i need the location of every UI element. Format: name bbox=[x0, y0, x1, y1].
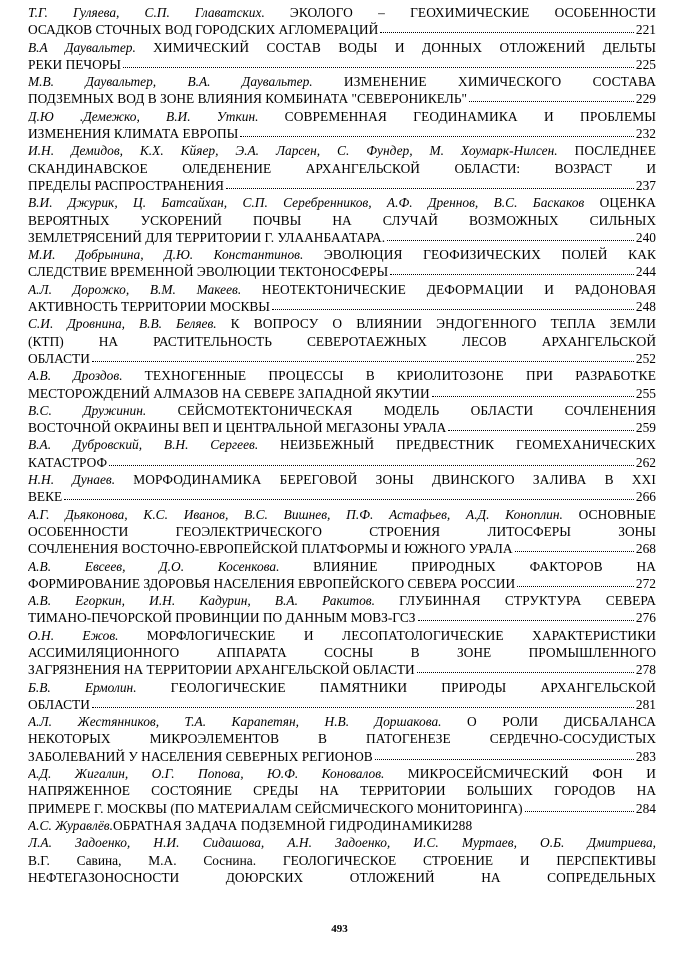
toc-entry-text: СОЧЛЕНЕНИЯ ВОСТОЧНО-ЕВРОПЕЙСКОЙ ПЛАТФОРМЫ И ЮЖНОГО УРАЛА bbox=[28, 541, 513, 557]
toc-entry-text: ЗАГРЯЗНЕНИЯ НА ТЕРРИТОРИИ АРХАНГЕЛЬСКОЙ ОБЛАСТИ bbox=[28, 662, 415, 678]
toc-page-number: 229 bbox=[635, 91, 656, 107]
toc-entry-text: ТИМАНО-ПЕЧОРСКОЙ ПРОВИНЦИИ ПО ДАННЫМ МОВЗ-ГСЗ bbox=[28, 610, 416, 626]
toc-page-number: 244 bbox=[635, 264, 656, 280]
toc-title: ПОСЛЕДНЕЕ bbox=[574, 143, 656, 159]
toc-entry-text: ВОСТОЧНОЙ ОКРАИНЫ ВЕП И ЦЕНТРАЛЬНОЙ МЕГАЗОНЫ УРАЛА bbox=[28, 420, 447, 436]
toc-title: ИЗМЕНЕНИЕ ХИМИЧЕСКОГО СОСТАВА bbox=[343, 74, 656, 90]
toc-entry-last-line bbox=[28, 385, 656, 402]
toc-entry bbox=[28, 765, 656, 817]
toc-entry-line bbox=[28, 73, 656, 90]
toc-entry-line bbox=[28, 471, 656, 488]
toc-entry-line bbox=[28, 506, 656, 523]
toc-page-number: 252 bbox=[635, 350, 656, 366]
toc-title: МОРФОДИНАМИКА БЕРЕГОВОЙ ЗОНЫ ДВИНСКОГО ЗАЛИВА В XXI bbox=[133, 472, 656, 488]
toc-entry-line: СКАНДИНАВСКОЕ ОЛЕДЕНЕНИЕ АРХАНГЕЛЬСКОЙ ОБЛАСТИ: ВОЗРАСТ И bbox=[28, 160, 656, 176]
toc-entry-last-line bbox=[28, 748, 656, 765]
toc-entry-text: ОБЛАСТИ bbox=[28, 350, 90, 366]
toc-title: ГЛУБИННАЯ СТРУКТУРА СЕВЕРА bbox=[399, 593, 656, 609]
toc-page-number: 221 bbox=[635, 22, 656, 38]
toc-authors: В.А Даувальтер. bbox=[28, 39, 154, 55]
toc-authors: Т.Г. Гуляева, С.П. Главатских. bbox=[28, 5, 290, 20]
toc-entry-text: ОСАДКОВ СТОЧНЫХ ВОД ГОРОДСКИХ АГЛОМЕРАЦИЙ bbox=[28, 22, 379, 38]
toc-entry bbox=[28, 281, 656, 316]
toc-title: ГЕОЛОГИЧЕСКИЕ ПАМЯТНИКИ ПРИРОДЫ АРХАНГЕЛЬСКОЙ bbox=[170, 679, 656, 695]
toc-entry bbox=[28, 627, 656, 679]
toc-title: МОРФЛОГИЧЕСКИЕ И ЛЕСОПАТОЛОГИЧЕСКИЕ ХАРАКТЕРИСТИКИ bbox=[146, 627, 656, 643]
toc-title: ЭКОЛОГО – ГЕОХИМИЧЕСКИЕ ОСОБЕННОСТИ bbox=[289, 5, 656, 20]
table-of-contents bbox=[28, 4, 656, 886]
toc-entry bbox=[28, 246, 656, 281]
toc-entry-line bbox=[28, 39, 656, 56]
toc-authors: С.И. Дровнина, В.В. Беляев. bbox=[28, 316, 231, 332]
toc-entry bbox=[28, 108, 656, 143]
toc-entry-line: НАПРЯЖЕННОЕ СОСТОЯНИЕ СРЕДЫ НА ТЕРРИТОРИИ БОЛЬШИХ ГОРОДОВ НА bbox=[28, 783, 656, 799]
toc-entry-last-line bbox=[28, 350, 656, 367]
dot-leader bbox=[418, 609, 634, 621]
toc-entry-line bbox=[28, 108, 656, 125]
toc-authors: О.Н. Ежов. bbox=[28, 627, 147, 643]
toc-authors: А.В. Егоркин, И.Н. Кадурин, В.А. Ракитов. bbox=[28, 593, 400, 609]
toc-entry-text: ФОРМИРОВАНИЕ ЗДОРОВЬЯ НАСЕЛЕНИЯ ЕВРОПЕЙСКОГО СЕВЕРА РОССИИ bbox=[28, 575, 516, 591]
dot-leader bbox=[469, 90, 634, 102]
toc-entry-text: ЗЕМЛЕТРЯСЕНИЙ ДЛЯ ТЕРРИТОРИИ Г. УЛААНБААТАРА. bbox=[28, 229, 386, 245]
toc-entry-line: АССИМИЛЯЦИОННОГО АППАРАТА СОСНЫ В ЗОНЕ ПРОМЫШЛЕННОГО bbox=[28, 644, 656, 660]
toc-entry-last-line bbox=[28, 488, 656, 505]
toc-page-number: 278 bbox=[635, 662, 656, 678]
toc-entry-line bbox=[28, 627, 656, 644]
toc-entry bbox=[28, 679, 656, 714]
toc-entry-line bbox=[28, 436, 656, 453]
toc-entry-text: РЕКИ ПЕЧОРЫ bbox=[28, 56, 121, 72]
toc-entry-line: ОСОБЕННОСТИ ГЕОЭЛЕКТРИЧЕСКОГО СТРОЕНИЯ ЛИТОСФЕРЫ ЗОНЫ bbox=[28, 523, 656, 539]
page-number: 493 bbox=[331, 923, 348, 935]
toc-entry-line bbox=[28, 558, 656, 575]
dot-leader bbox=[123, 56, 634, 68]
dot-leader bbox=[515, 540, 634, 552]
dot-leader bbox=[432, 385, 634, 397]
toc-entry-line: НЕКОТОРЫХ МИКРОЭЛЕМЕНТОВ В ПАТОГЕНЕЗЕ СЕРДЕЧНО-СОСУДИСТЫХ bbox=[28, 731, 656, 747]
toc-entry-line bbox=[28, 194, 656, 211]
toc-entry-line bbox=[28, 4, 656, 21]
toc-entry bbox=[28, 834, 656, 886]
toc-entry-text: ПРИМЕРЕ Г. МОСКВЫ (ПО МАТЕРИАЛАМ СЕЙСМИЧЕСКОГО МОНИТОРИНГА) bbox=[28, 800, 523, 816]
toc-entry-line bbox=[28, 592, 656, 609]
toc-authors: В.А. Дубровский, В.Н. Сергеев. bbox=[28, 437, 281, 453]
dot-leader bbox=[380, 21, 634, 33]
dot-leader bbox=[387, 229, 634, 241]
toc-entry-text: ВЕКЕ bbox=[28, 489, 63, 505]
toc-entry-line: НЕФТЕГАЗОНОСНОСТИ ДОЮРСКИХ ОТЛОЖЕНИЙ НА СОПРЕДЕЛЬНЫХ bbox=[28, 869, 656, 885]
toc-authors: М.И. Добрынина, Д.Ю. Константинов. bbox=[28, 247, 324, 263]
toc-page-number: 284 bbox=[635, 800, 656, 816]
toc-entry-line bbox=[28, 281, 656, 298]
toc-page-number: 232 bbox=[635, 126, 656, 142]
dot-leader bbox=[525, 800, 634, 812]
toc-entry-line: Л.А. Задоенко, Н.И. Сидашова, А.Н. Задоенко, И.С. Муртаев, О.Б. Дмитриева, bbox=[28, 835, 656, 851]
toc-entry-last-line bbox=[28, 263, 656, 280]
toc-title: ХИМИЧЕСКИЙ СОСТАВ ВОДЫ И ДОННЫХ ОТЛОЖЕНИЙ ДЕЛЬТЫ bbox=[153, 39, 656, 55]
toc-title: СОВРЕМЕННАЯ ГЕОДИНАМИКА И ПРОБЛЕМЫ bbox=[284, 108, 656, 124]
toc-page-number: 259 bbox=[635, 420, 656, 436]
dot-leader bbox=[375, 748, 634, 760]
toc-title: НЕИЗБЕЖНЫЙ ПРЕДВЕСТНИК ГЕОМЕХАНИЧЕСКИХ bbox=[280, 437, 656, 453]
toc-entry-last-line bbox=[28, 575, 656, 592]
toc-entry-last-line bbox=[28, 696, 656, 713]
toc-entry-last-line bbox=[28, 419, 656, 436]
toc-title: ОСНОВНЫЕ bbox=[578, 506, 656, 522]
toc-authors: В.И. Джурик, Ц. Батсайхан, С.П. Серебренников, А.Ф. Дреннов, В.С. Баскаков bbox=[28, 195, 600, 211]
toc-entry bbox=[28, 471, 656, 506]
dot-leader bbox=[517, 575, 634, 587]
toc-entry-last-line bbox=[28, 56, 656, 73]
toc-entry-line bbox=[28, 246, 656, 263]
toc-entry-last-line bbox=[28, 817, 656, 834]
toc-page-number: 262 bbox=[635, 454, 656, 470]
toc-authors: И.Н. Демидов, К.Х. Кйяер, Э.А. Ларсен, С. Фундер, М. Хоумарк-Нилсен. bbox=[28, 143, 575, 159]
toc-entry-text: КАТАСТРОФ bbox=[28, 454, 108, 470]
toc-entry-line bbox=[28, 713, 656, 730]
toc-entry bbox=[28, 592, 656, 627]
toc-page-number: 276 bbox=[635, 610, 656, 626]
toc-entry bbox=[28, 315, 656, 367]
toc-entry-text: МЕСТОРОЖДЕНИЙ АЛМАЗОВ НА СЕВЕРЕ ЗАПАДНОЙ ЯКУТИИ bbox=[28, 385, 430, 401]
dot-leader bbox=[417, 661, 634, 673]
toc-entry bbox=[28, 436, 656, 471]
toc-entry-line bbox=[28, 142, 656, 159]
toc-entry bbox=[28, 194, 656, 246]
toc-page-number: 281 bbox=[635, 696, 656, 712]
toc-authors: Б.В. Ермолин. bbox=[28, 679, 171, 695]
toc-entry-last-line bbox=[28, 125, 656, 142]
toc-authors: А.Д. Жигалин, О.Г. Попова, Ю.Ф. Коновалов. bbox=[28, 766, 408, 782]
toc-entry-last-line bbox=[28, 298, 656, 315]
toc-entry-text: ПОДЗЕМНЫХ ВОД В ЗОНЕ ВЛИЯНИЯ КОМБИНАТА "СЕВЕРОНИКЕЛЬ" bbox=[28, 91, 468, 107]
toc-entry-last-line bbox=[28, 454, 656, 471]
toc-entry bbox=[28, 817, 656, 834]
toc-authors: В.С. Дружинин. bbox=[28, 402, 178, 418]
toc-title: ВЛИЯНИЕ ПРИРОДНЫХ ФАКТОРОВ НА bbox=[313, 558, 656, 574]
toc-entry-text: ОБЛАСТИ bbox=[28, 696, 90, 712]
toc-title: О РОЛИ ДИСБАЛАНСА bbox=[466, 714, 656, 730]
toc-title: ТЕХНОГЕННЫЕ ПРОЦЕССЫ В КРИОЛИТОЗОНЕ ПРИ РАЗРАБОТКЕ bbox=[144, 368, 656, 384]
toc-entry-last-line bbox=[28, 229, 656, 246]
toc-page-number: 255 bbox=[635, 385, 656, 401]
toc-entry-last-line bbox=[28, 661, 656, 678]
toc-entry bbox=[28, 39, 656, 74]
toc-entry-last-line bbox=[28, 90, 656, 107]
dot-leader bbox=[64, 488, 634, 500]
toc-page-number: 248 bbox=[635, 299, 656, 315]
toc-entry-text: ИЗМЕНЕНИЯ КЛИМАТА ЕВРОПЫ bbox=[28, 126, 239, 142]
toc-entry-last-line bbox=[28, 21, 656, 38]
toc-entry-line bbox=[28, 679, 656, 696]
toc-authors: А.Л. Жестянников, Т.А. Карапетян, Н.В. Доршакова. bbox=[28, 714, 467, 730]
toc-entry bbox=[28, 142, 656, 194]
dot-leader bbox=[92, 350, 634, 362]
toc-title: МИКРОСЕЙСМИЧЕСКИЙ ФОН И bbox=[407, 766, 656, 782]
dot-leader bbox=[226, 177, 634, 189]
toc-entry-text: АКТИВНОСТЬ ТЕРРИТОРИИ МОСКВЫ bbox=[28, 299, 270, 315]
dot-leader bbox=[92, 696, 634, 708]
toc-entry-last-line bbox=[28, 540, 656, 557]
toc-title: НЕОТЕКТОНИЧЕСКИЕ ДЕФОРМАЦИИ И РАДОНОВАЯ bbox=[261, 281, 656, 297]
toc-authors: А.В. Евсеев, Д.О. Косенкова. bbox=[28, 558, 314, 574]
toc-entry-text: СЛЕДСТВИЕ ВРЕМЕННОЙ ЭВОЛЮЦИИ ТЕКТОНОСФЕРЫ bbox=[28, 264, 389, 280]
toc-page-number: 268 bbox=[635, 541, 656, 557]
toc-title: К ВОПРОСУ О ВЛИЯНИИ ЭНДОГЕННОГО ТЕПЛА ЗЕМЛИ bbox=[230, 316, 656, 332]
toc-entry-line bbox=[28, 402, 656, 419]
toc-entry-text: ЗАБОЛЕВАНИЙ У НАСЕЛЕНИЯ СЕВЕРНЫХ РЕГИОНОВ bbox=[28, 748, 373, 764]
toc-entry bbox=[28, 402, 656, 437]
toc-entry-last-line bbox=[28, 800, 656, 817]
toc-entry bbox=[28, 713, 656, 765]
toc-entry-line bbox=[28, 315, 656, 332]
toc-page-number: 225 bbox=[635, 56, 656, 72]
toc-authors: А.С. Журавлёв. bbox=[28, 817, 113, 833]
toc-authors: М.В. Даувальтер, В.А. Даувальтер. bbox=[28, 74, 344, 90]
toc-entry bbox=[28, 558, 656, 593]
dot-leader bbox=[109, 454, 634, 466]
toc-entry-line: ВЕРОЯТНЫХ УСКОРЕНИЙ ПОЧВЫ НА СЛУЧАЙ ВОЗМОЖНЫХ СИЛЬНЫХ bbox=[28, 212, 656, 228]
dot-leader bbox=[272, 298, 634, 310]
toc-entry bbox=[28, 367, 656, 402]
toc-entry-text: ПРЕДЕЛЫ РАСПРОСТРАНЕНИЯ bbox=[28, 177, 224, 193]
toc-entry-line bbox=[28, 765, 656, 782]
dot-leader bbox=[390, 263, 634, 275]
toc-authors: А.Л. Дорожко, В.М. Макеев. bbox=[28, 281, 262, 297]
toc-entry-last-line bbox=[28, 177, 656, 194]
toc-authors: А.В. Дроздов. bbox=[28, 368, 145, 384]
toc-title: ОБРАТНАЯ ЗАДАЧА ПОДЗЕМНОЙ ГИДРОДИНАМИКИ288 bbox=[112, 817, 473, 833]
dot-leader bbox=[240, 125, 634, 137]
toc-entry-last-line bbox=[28, 609, 656, 626]
toc-page-number: 283 bbox=[635, 748, 656, 764]
toc-page-number: 240 bbox=[635, 229, 656, 245]
toc-entry-line bbox=[28, 367, 656, 384]
toc-authors: А.Г. Дьяконова, К.С. Иванов, В.С. Вишнев, П.Ф. Астафьев, А.Д. Коноплин. bbox=[28, 506, 579, 522]
toc-page-number: 266 bbox=[635, 489, 656, 505]
dot-leader bbox=[448, 419, 634, 431]
toc-title: ЭВОЛЮЦИЯ ГЕОФИЗИЧЕСКИХ ПОЛЕЙ КАК bbox=[323, 247, 656, 263]
toc-page-number: 237 bbox=[635, 177, 656, 193]
toc-entry bbox=[28, 73, 656, 108]
toc-entry-line: В.Г. Савина, М.А. Соснина. ГЕОЛОГИЧЕСКОЕ СТРОЕНИЕ И ПЕРСПЕКТИВЫ bbox=[28, 852, 656, 868]
toc-title: СЕЙСМОТЕКТОНИЧЕСКАЯ МОДЕЛЬ ОБЛАСТИ СОЧЛЕНЕНИЯ bbox=[177, 402, 656, 418]
toc-authors: Н.Н. Дунаев. bbox=[28, 472, 134, 488]
toc-entry-line: (КТП) НА РАСТИТЕЛЬНОСТЬ СЕВЕРОТАЕЖНЫХ ЛЕСОВ АРХАНГЕЛЬСКОЙ bbox=[28, 333, 656, 349]
toc-page-number: 272 bbox=[635, 575, 656, 591]
toc-entry bbox=[28, 4, 656, 39]
toc-authors: Д.Ю .Демежко, В.И. Уткин. bbox=[28, 108, 285, 124]
toc-entry bbox=[28, 506, 656, 558]
toc-title: ОЦЕНКА bbox=[599, 195, 656, 211]
